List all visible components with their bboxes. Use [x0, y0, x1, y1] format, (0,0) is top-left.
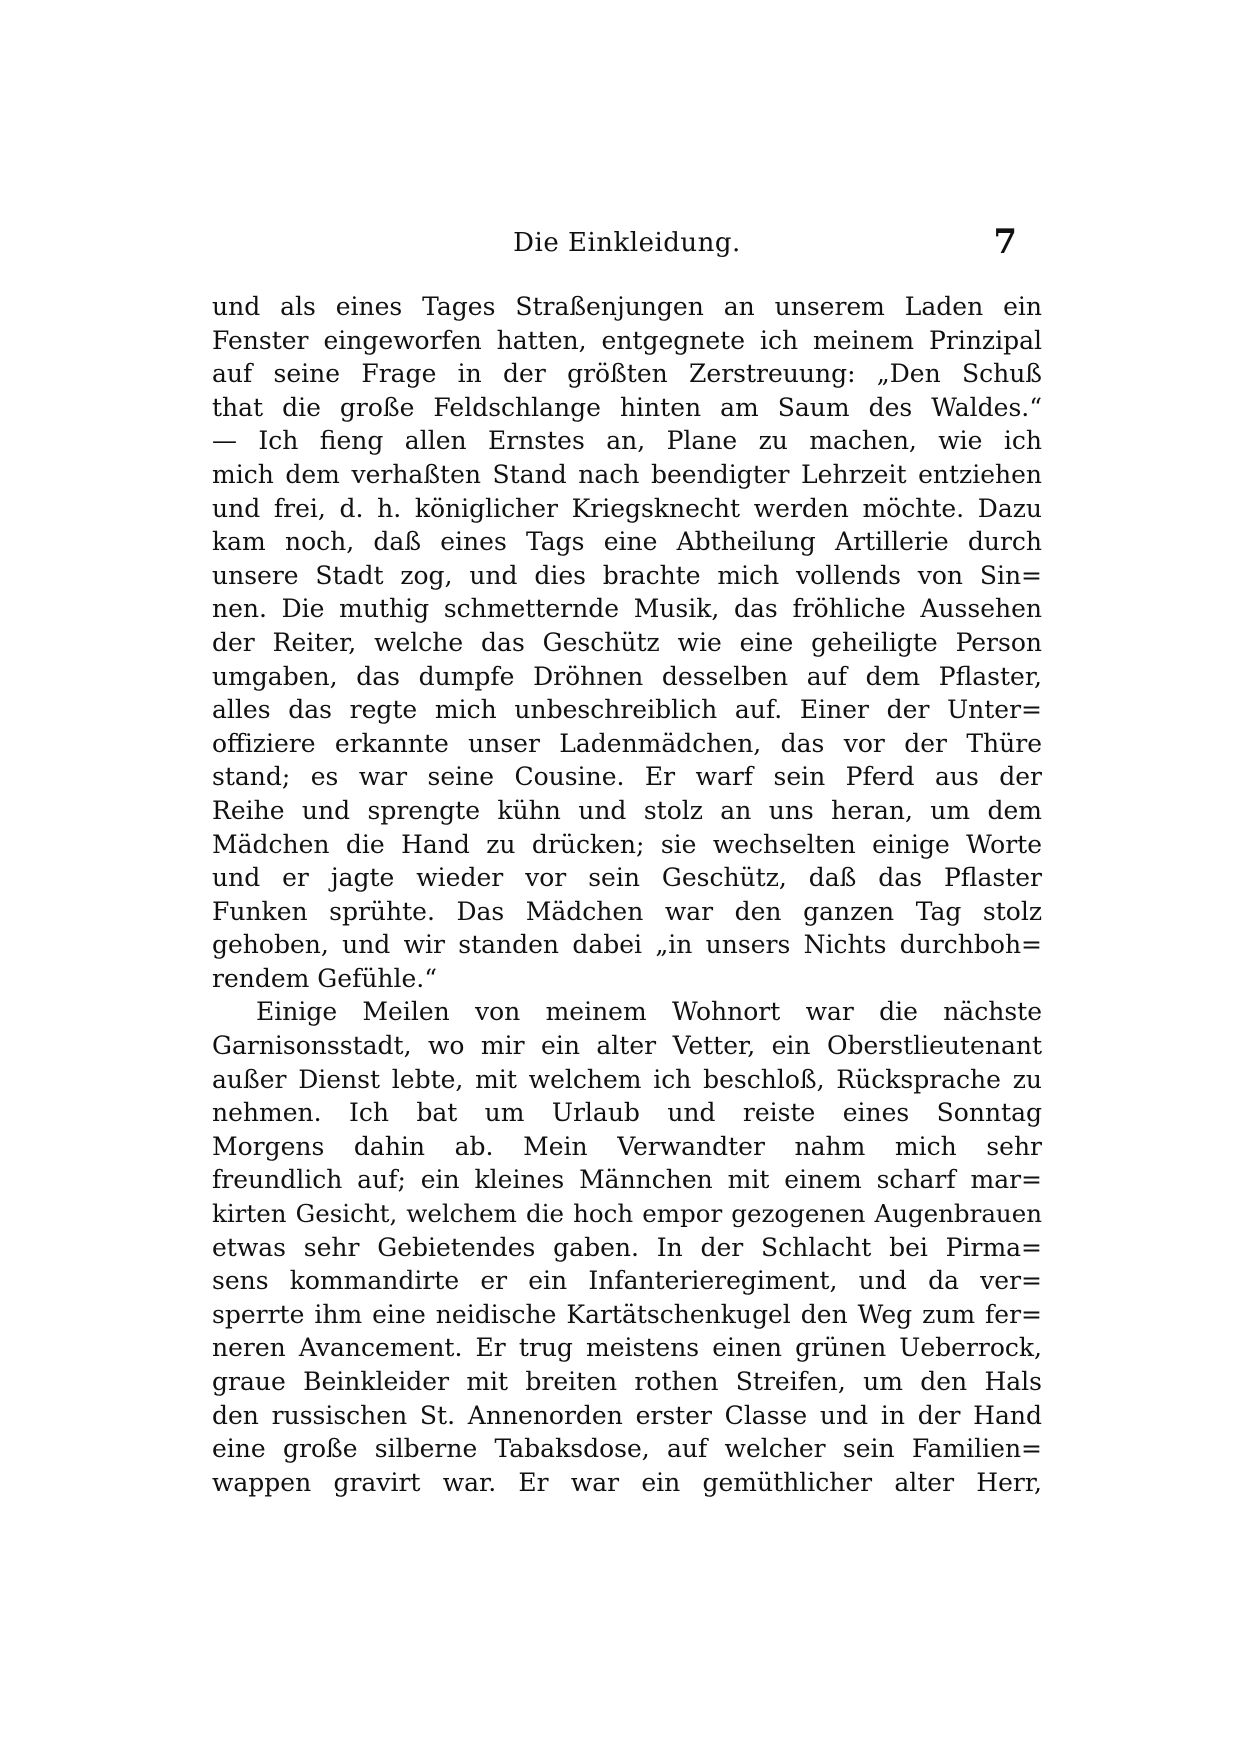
text-line: nen. Die muthig schmetternde Musik, das fröhliche Aussehen	[212, 594, 1042, 624]
text-line: graue Beinkleider mit breiten rothen Streifen, um den Hals	[212, 1367, 1042, 1396]
text-line: eine große silberne Tabaksdose, auf welcher sein Familien=	[212, 1434, 1042, 1464]
text-line: sperrte ihm eine neidische Kartätschenkugel den Weg zum fer=	[212, 1299, 1042, 1329]
text-line: stand; es war seine Cousine. Er warf sein Pferd aus der	[212, 762, 1042, 792]
text-line: sens kommandirte er ein Infanterieregiment, und da ver=	[212, 1266, 1042, 1296]
text-line: auf seine Frage in der größten Zerstreuung: „Den Schuß	[212, 359, 1042, 389]
text-line: der Reiter, welche das Geschütz wie eine geheiligte Person	[212, 627, 1042, 657]
body-text	[212, 290, 1042, 1499]
text-line: nehmen. Ich bat um Urlaub und reiste eines Sonntag	[212, 1098, 1042, 1128]
text-line: kirten Gesicht, welchem die hoch empor gezogenen Augenbrauen	[212, 1199, 1042, 1229]
text-line: — Ich fieng allen Ernstes an, Plane zu machen, wie ich	[212, 426, 1042, 456]
text-line: außer Dienst lebte, mit welchem ich beschloß, Rücksprache zu	[212, 1064, 1042, 1094]
text-line: etwas sehr Gebietendes gaben. In der Schlacht bei Pirma=	[212, 1232, 1042, 1262]
text-line: Reihe und sprengte kühn und stolz an uns heran, um dem	[212, 795, 1042, 825]
running-header	[212, 222, 1042, 266]
text-line: kam noch, daß eines Tags eine Abtheilung Artillerie durch	[212, 527, 1042, 557]
text-line: Morgens dahin ab. Mein Verwandter nahm mich sehr	[212, 1131, 1042, 1161]
text-line: neren Avancement. Er trug meistens einen grünen Ueberrock,	[212, 1333, 1042, 1363]
text-line: gehoben, und wir standen dabei „in unsers Nichts durchboh=	[212, 930, 1042, 960]
text-line: mich dem verhaßten Stand nach beendigter Lehrzeit entziehen	[212, 459, 1042, 489]
text-line: wappen gravirt war. Er war ein gemüthlicher alter Herr,	[212, 1467, 1042, 1497]
text-line: Funken sprühte. Das Mädchen war den ganzen Tag stolz	[212, 896, 1042, 926]
text-line: umgaben, das dumpfe Dröhnen desselben auf dem Pflaster,	[212, 661, 1042, 691]
text-line: und als eines Tages Straßenjungen an unserem Laden ein	[212, 292, 1042, 321]
page-number: 7	[993, 222, 1017, 262]
running-title: Die Einkleidung.	[513, 228, 741, 258]
text-line: Fenster eingeworfen hatten, entgegnete ich meinem Prinzipal	[212, 325, 1042, 355]
text-line: den russischen St. Annenorden erster Classe und in der Hand	[212, 1400, 1042, 1430]
paragraph-end-line: rendem Gefühle.“	[212, 963, 438, 993]
text-line: Garnisonsstadt, wo mir ein alter Vetter, ein Oberstlieutenant	[212, 1031, 1042, 1061]
paragraph-start-line: Einige Meilen von meinem Wohnort war die nächste	[256, 997, 1042, 1027]
text-line: freundlich auf; ein kleines Männchen mit einem scharf mar=	[212, 1165, 1042, 1195]
text-line: Mädchen die Hand zu drücken; sie wechselten einige Worte	[212, 829, 1042, 859]
text-line: unsere Stadt zog, und dies brachte mich vollends von Sin=	[212, 560, 1042, 590]
text-line: offiziere erkannte unser Ladenmädchen, das vor der Thüre	[212, 728, 1042, 758]
text-line: alles das regte mich unbeschreiblich auf. Einer der Unter=	[212, 695, 1042, 725]
text-line: und er jagte wieder vor sein Geschütz, daß das Pflaster	[212, 863, 1042, 893]
text-line: und frei, d. h. königlicher Kriegsknecht werden möchte. Dazu	[212, 493, 1042, 523]
text-line: that die große Feldschlange hinten am Saum des Waldes.“	[212, 392, 1042, 422]
